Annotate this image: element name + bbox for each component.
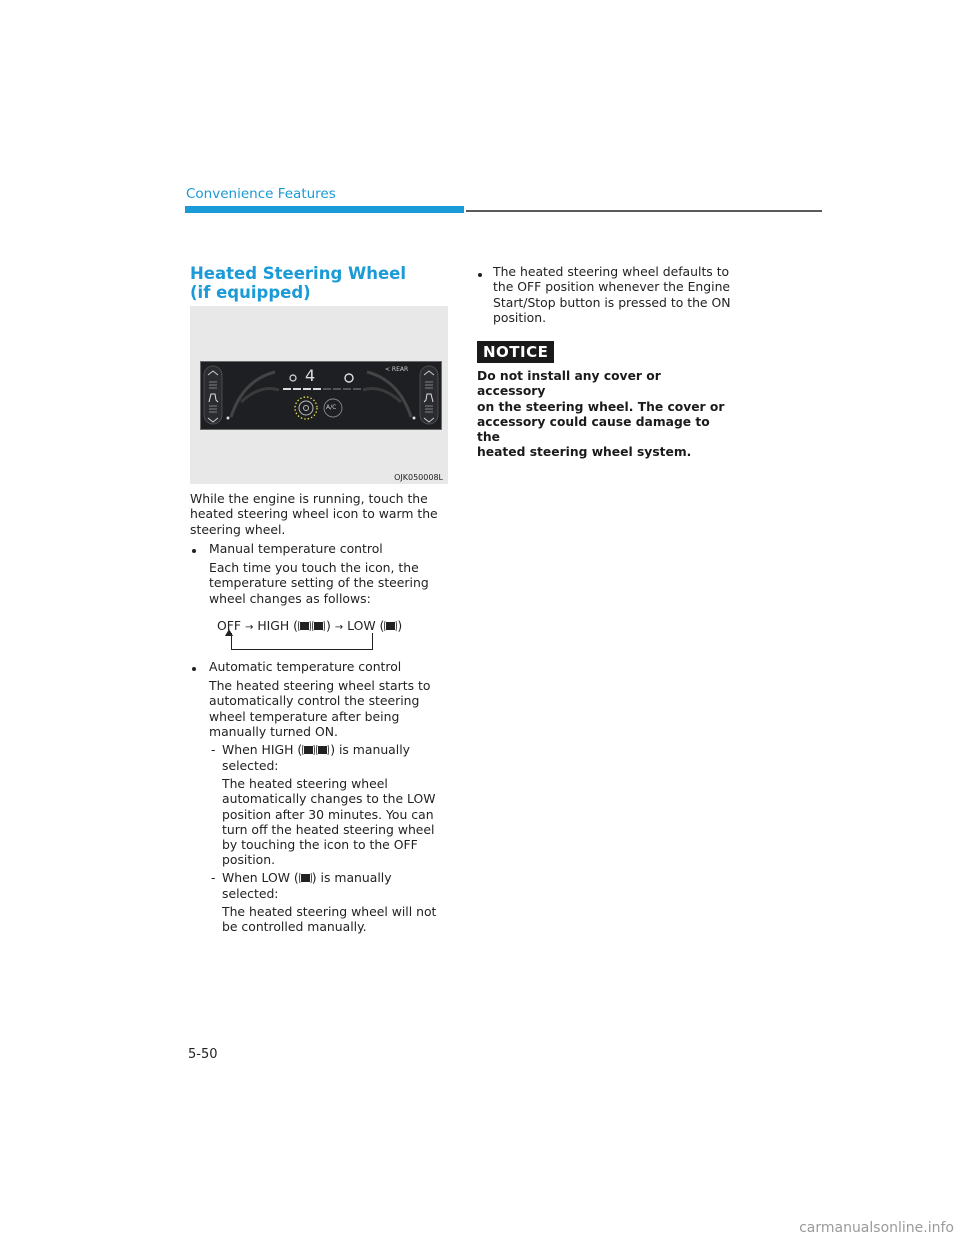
desc-line: manually turned ON.	[209, 723, 338, 739]
climate-panel-figure	[190, 306, 448, 484]
desc-line: automatically changes to the LOW	[222, 791, 436, 807]
cycle-low: LOW (	[347, 618, 385, 633]
desc-line: turn off the heated steering wheel	[222, 821, 435, 837]
notice-line: Do not install any cover or accessory	[477, 369, 661, 399]
notice-badge: NOTICE	[477, 341, 554, 363]
heated-wheel-low-icon	[384, 620, 397, 635]
climate-control-panel	[200, 361, 442, 430]
dash-marker: -	[211, 742, 216, 757]
desc-line: position after 30 minutes. You can	[222, 806, 434, 822]
bullet-dot	[478, 267, 484, 273]
desc-line: wheel temperature after being	[209, 708, 400, 724]
page-heading	[190, 264, 450, 302]
cycle-return-arrowhead	[225, 629, 233, 636]
header-rule	[466, 210, 822, 212]
cycle-close: )	[325, 618, 331, 633]
desc-line: Start/Stop button is pressed to the ON	[493, 294, 731, 310]
heading-line: Heated Steering Wheel	[190, 264, 406, 283]
high-after: ) is manually	[330, 742, 410, 757]
watermark: carmanualsonline.info	[799, 1220, 954, 1236]
automatic-control-title: Automatic temperature control	[209, 659, 402, 674]
cycle-arrow: →	[244, 622, 254, 633]
notice-text	[477, 369, 727, 461]
intro-paragraph	[190, 491, 450, 537]
desc-line: The heated steering wheel will not	[222, 904, 437, 919]
automatic-control-desc	[209, 678, 449, 739]
intro-line: heated steering wheel icon to warm the	[190, 506, 438, 522]
desc-line: automatically control the steering	[209, 693, 420, 709]
manual-control-title: Manual temperature control	[209, 541, 383, 556]
cycle-close: )	[397, 618, 403, 633]
manual-control-desc	[209, 560, 449, 606]
desc-line: position.	[222, 852, 276, 868]
desc-line: the OFF position whenever the Engine	[493, 279, 731, 295]
heading-line: (if equipped)	[190, 283, 311, 302]
ac-button-label: A/C	[326, 404, 337, 411]
rear-label: < REAR	[385, 366, 409, 373]
default-off-paragraph	[493, 264, 743, 325]
intro-line: While the engine is running, touch the	[190, 491, 428, 506]
cycle-arrow: →	[334, 622, 344, 633]
low-after: ) is manually	[311, 870, 392, 885]
section-title: Convenience Features	[186, 186, 336, 202]
cycle-off: OFF	[217, 618, 242, 633]
bullet-dot	[192, 543, 198, 549]
desc-line: Each time you touch the icon, the	[209, 560, 419, 575]
figure-code: OJK050008L	[394, 473, 443, 482]
fan-level: 4	[305, 366, 316, 385]
high-description	[222, 776, 452, 868]
desc-line: by touching the icon to the OFF	[222, 837, 418, 853]
bullet-dot	[192, 661, 198, 667]
notice-line: accessory could cause damage to the	[477, 414, 710, 445]
desc-line: The heated steering wheel defaults to	[493, 264, 730, 279]
header-accent-rule	[185, 206, 464, 213]
high-selected-line	[222, 742, 410, 759]
high-selected: selected:	[222, 758, 279, 773]
desc-line: The heated steering wheel	[222, 776, 388, 791]
high-when: When HIGH (	[222, 742, 303, 757]
low-when: When LOW (	[222, 870, 299, 885]
desc-line: temperature setting of the steering	[209, 575, 429, 591]
intro-line: steering wheel.	[190, 521, 286, 537]
heated-wheel-low-icon	[299, 872, 312, 887]
desc-line: be controlled manually.	[222, 919, 367, 935]
notice-line: on the steering wheel. The cover or	[477, 399, 725, 414]
temperature-cycle-diagram	[208, 618, 428, 654]
low-description	[222, 904, 452, 935]
heated-wheel-high-icon	[302, 744, 330, 759]
cycle-return-line	[231, 633, 373, 650]
desc-line: The heated steering wheel starts to	[209, 678, 431, 693]
desc-line: position.	[493, 309, 547, 325]
low-selected-line	[222, 870, 392, 887]
page-number: 5-50	[188, 1047, 218, 1062]
low-selected: selected:	[222, 886, 279, 901]
notice-line: heated steering wheel system.	[477, 445, 692, 460]
dash-marker: -	[211, 870, 216, 885]
cycle-high: HIGH (	[257, 618, 298, 633]
desc-line: wheel changes as follows:	[209, 590, 371, 606]
